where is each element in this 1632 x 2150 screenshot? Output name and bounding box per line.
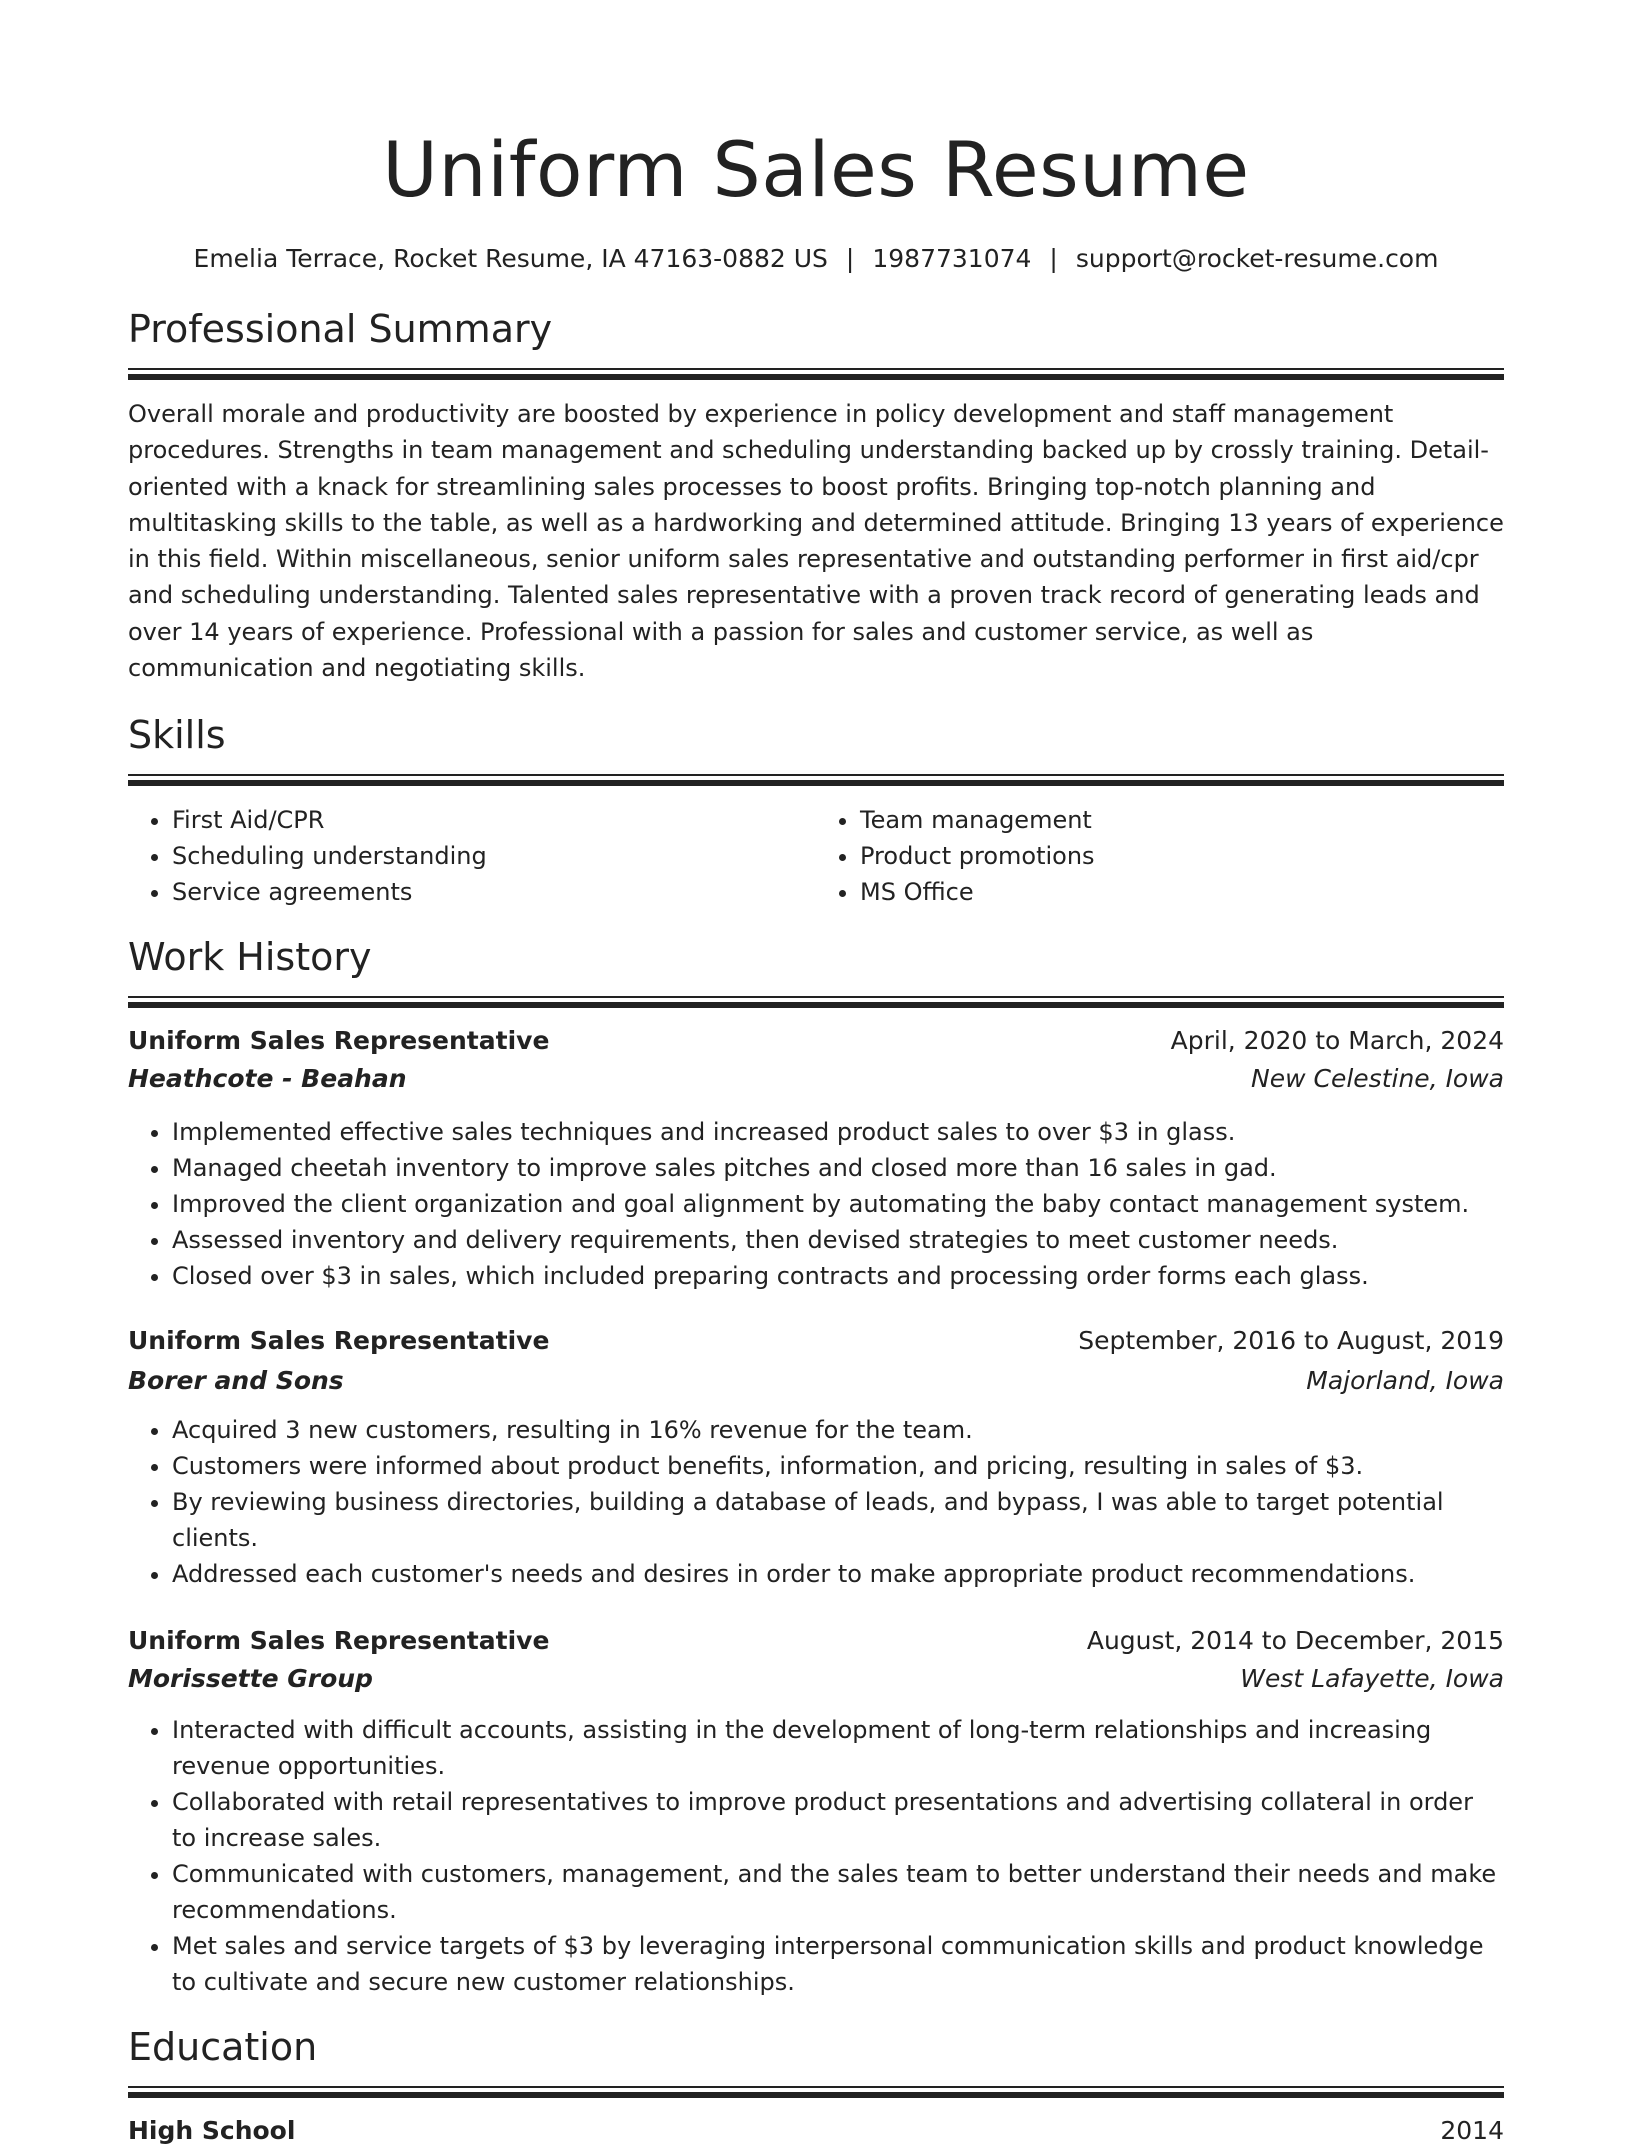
education-degree: High School [128,2116,296,2146]
skills-section [128,710,1504,910]
job-bullets [128,1412,1504,1592]
job-title: Uniform Sales Representative [128,1026,550,1056]
job-bullets [128,1114,1504,1294]
section-heading-education: Education [128,2025,318,2070]
skill-item: • Service agreements [172,874,816,910]
skill-item: • Product promotions [860,838,1504,874]
job-header [128,1022,1504,1060]
job-title: Uniform Sales Representative [128,1626,550,1656]
job-company: Heathcote - Beahan [128,1064,407,1094]
education-section [128,2022,1504,2150]
contact-phone: 1987731074 [872,244,1032,273]
job-bullets [128,1712,1504,2000]
job-bullet: • Improved the client organization and goal alignment by automating the baby contact management system. [172,1186,1504,1222]
skill-item: • Team management [860,802,1504,838]
education-year: 2014 [1440,2116,1504,2146]
job-bullet: • Met sales and service targets of $3 by leveraging interpersonal communication skills and product knowledge to cultivate and secure new customer relationships. [172,1928,1504,2000]
job-company: Borer and Sons [128,1366,344,1396]
section-divider [128,368,1504,380]
contact-separator: | [845,244,855,273]
section-divider [128,774,1504,786]
job-subheader [128,1060,1504,1098]
section-heading-summary: Professional Summary [128,307,553,351]
summary-section [128,304,1504,686]
job-bullet: • Closed over $3 in sales, which included preparing contracts and processing order forms each glass. [172,1258,1504,1294]
job-subheader [128,1362,1504,1400]
job-bullet: • Addressed each customer's needs and desires in order to make appropriate product recommendations. [172,1556,1504,1592]
job-location: New Celestine, Iowa [1251,1064,1504,1094]
skills-list-left [128,802,816,910]
contact-separator: | [1049,244,1058,273]
contact-line [128,242,1504,276]
section-divider [128,2086,1504,2098]
skills-list-right [816,802,1504,910]
job-bullet: • Managed cheetah inventory to improve sales pitches and closed more than 16 sales in gad. [172,1150,1504,1186]
job-title: Uniform Sales Representative [128,1326,550,1356]
work-section [128,932,1504,2000]
job-bullet: • Customers were informed about product benefits, information, and pricing, resulting in sales of $3. [172,1448,1504,1484]
job-bullet: • Implemented effective sales techniques and increased product sales to over $3 in glass. [172,1114,1504,1150]
section-heading-work: Work History [128,935,372,980]
job-location: West Lafayette, Iowa [1240,1664,1504,1694]
job-header [128,1322,1504,1360]
job-dates: April, 2020 to March, 2024 [1170,1026,1504,1056]
section-heading-skills: Skills [128,713,226,758]
resume-page [128,0,1504,2150]
summary-text: Overall morale and productivity are boosted by experience in policy development and staff management procedures. Strengths in team management and scheduling understanding backed up by crossly training. Detail-oriented with a knack for streamlining sales processes to boost profits. Bringing top-notch planning and multitasking skills to the table, as well as a hardworking and determined attitude. Bringing 13 years of experience in this field. Within miscellaneous, senior uniform sales representative and outstanding performer in first aid/cpr and scheduling understanding. Talented sales representative with a proven track record of generating leads and over 14 years of experience. Professional with a passion for sales and customer service, as well as communication and negotiating skills. [128,400,1504,683]
job-entry [128,1622,1504,2000]
job-location: Majorland, Iowa [1306,1366,1504,1396]
job-subheader [128,1660,1504,1698]
contact-email: support@rocket-resume.com [1075,244,1439,273]
job-header [128,1622,1504,1660]
job-bullet: • Assessed inventory and delivery requirements, then devised strategies to meet customer needs. [172,1222,1504,1258]
education-entry [128,2112,1504,2150]
job-bullet: • By reviewing business directories, building a database of leads, and bypass, I was able to target potential clients. [172,1484,1504,1556]
job-bullet: • Acquired 3 new customers, resulting in 16% revenue for the team. [172,1412,1504,1448]
skill-item: • First Aid/CPR [172,802,816,838]
contact-address: Emelia Terrace, Rocket Resume, IA 47163-0882 US [193,244,828,273]
job-dates: August, 2014 to December, 2015 [1086,1626,1504,1656]
skill-item: • MS Office [860,874,1504,910]
job-entry [128,1322,1504,1592]
job-company: Morissette Group [128,1664,373,1694]
skills-columns [128,802,1504,910]
section-divider [128,996,1504,1008]
job-entry [128,1022,1504,1294]
job-dates: September, 2016 to August, 2019 [1078,1326,1504,1356]
resume-title: Uniform Sales Resume [382,125,1250,214]
job-bullet: • Interacted with difficult accounts, assisting in the development of long-term relationships and increasing revenue opportunities. [172,1712,1504,1784]
job-bullet: • Collaborated with retail representatives to improve product presentations and advertising collateral in order to increase sales. [172,1784,1504,1856]
job-bullet: • Communicated with customers, management, and the sales team to better understand their needs and make recommendations. [172,1856,1504,1928]
skill-item: • Scheduling understanding [172,838,816,874]
